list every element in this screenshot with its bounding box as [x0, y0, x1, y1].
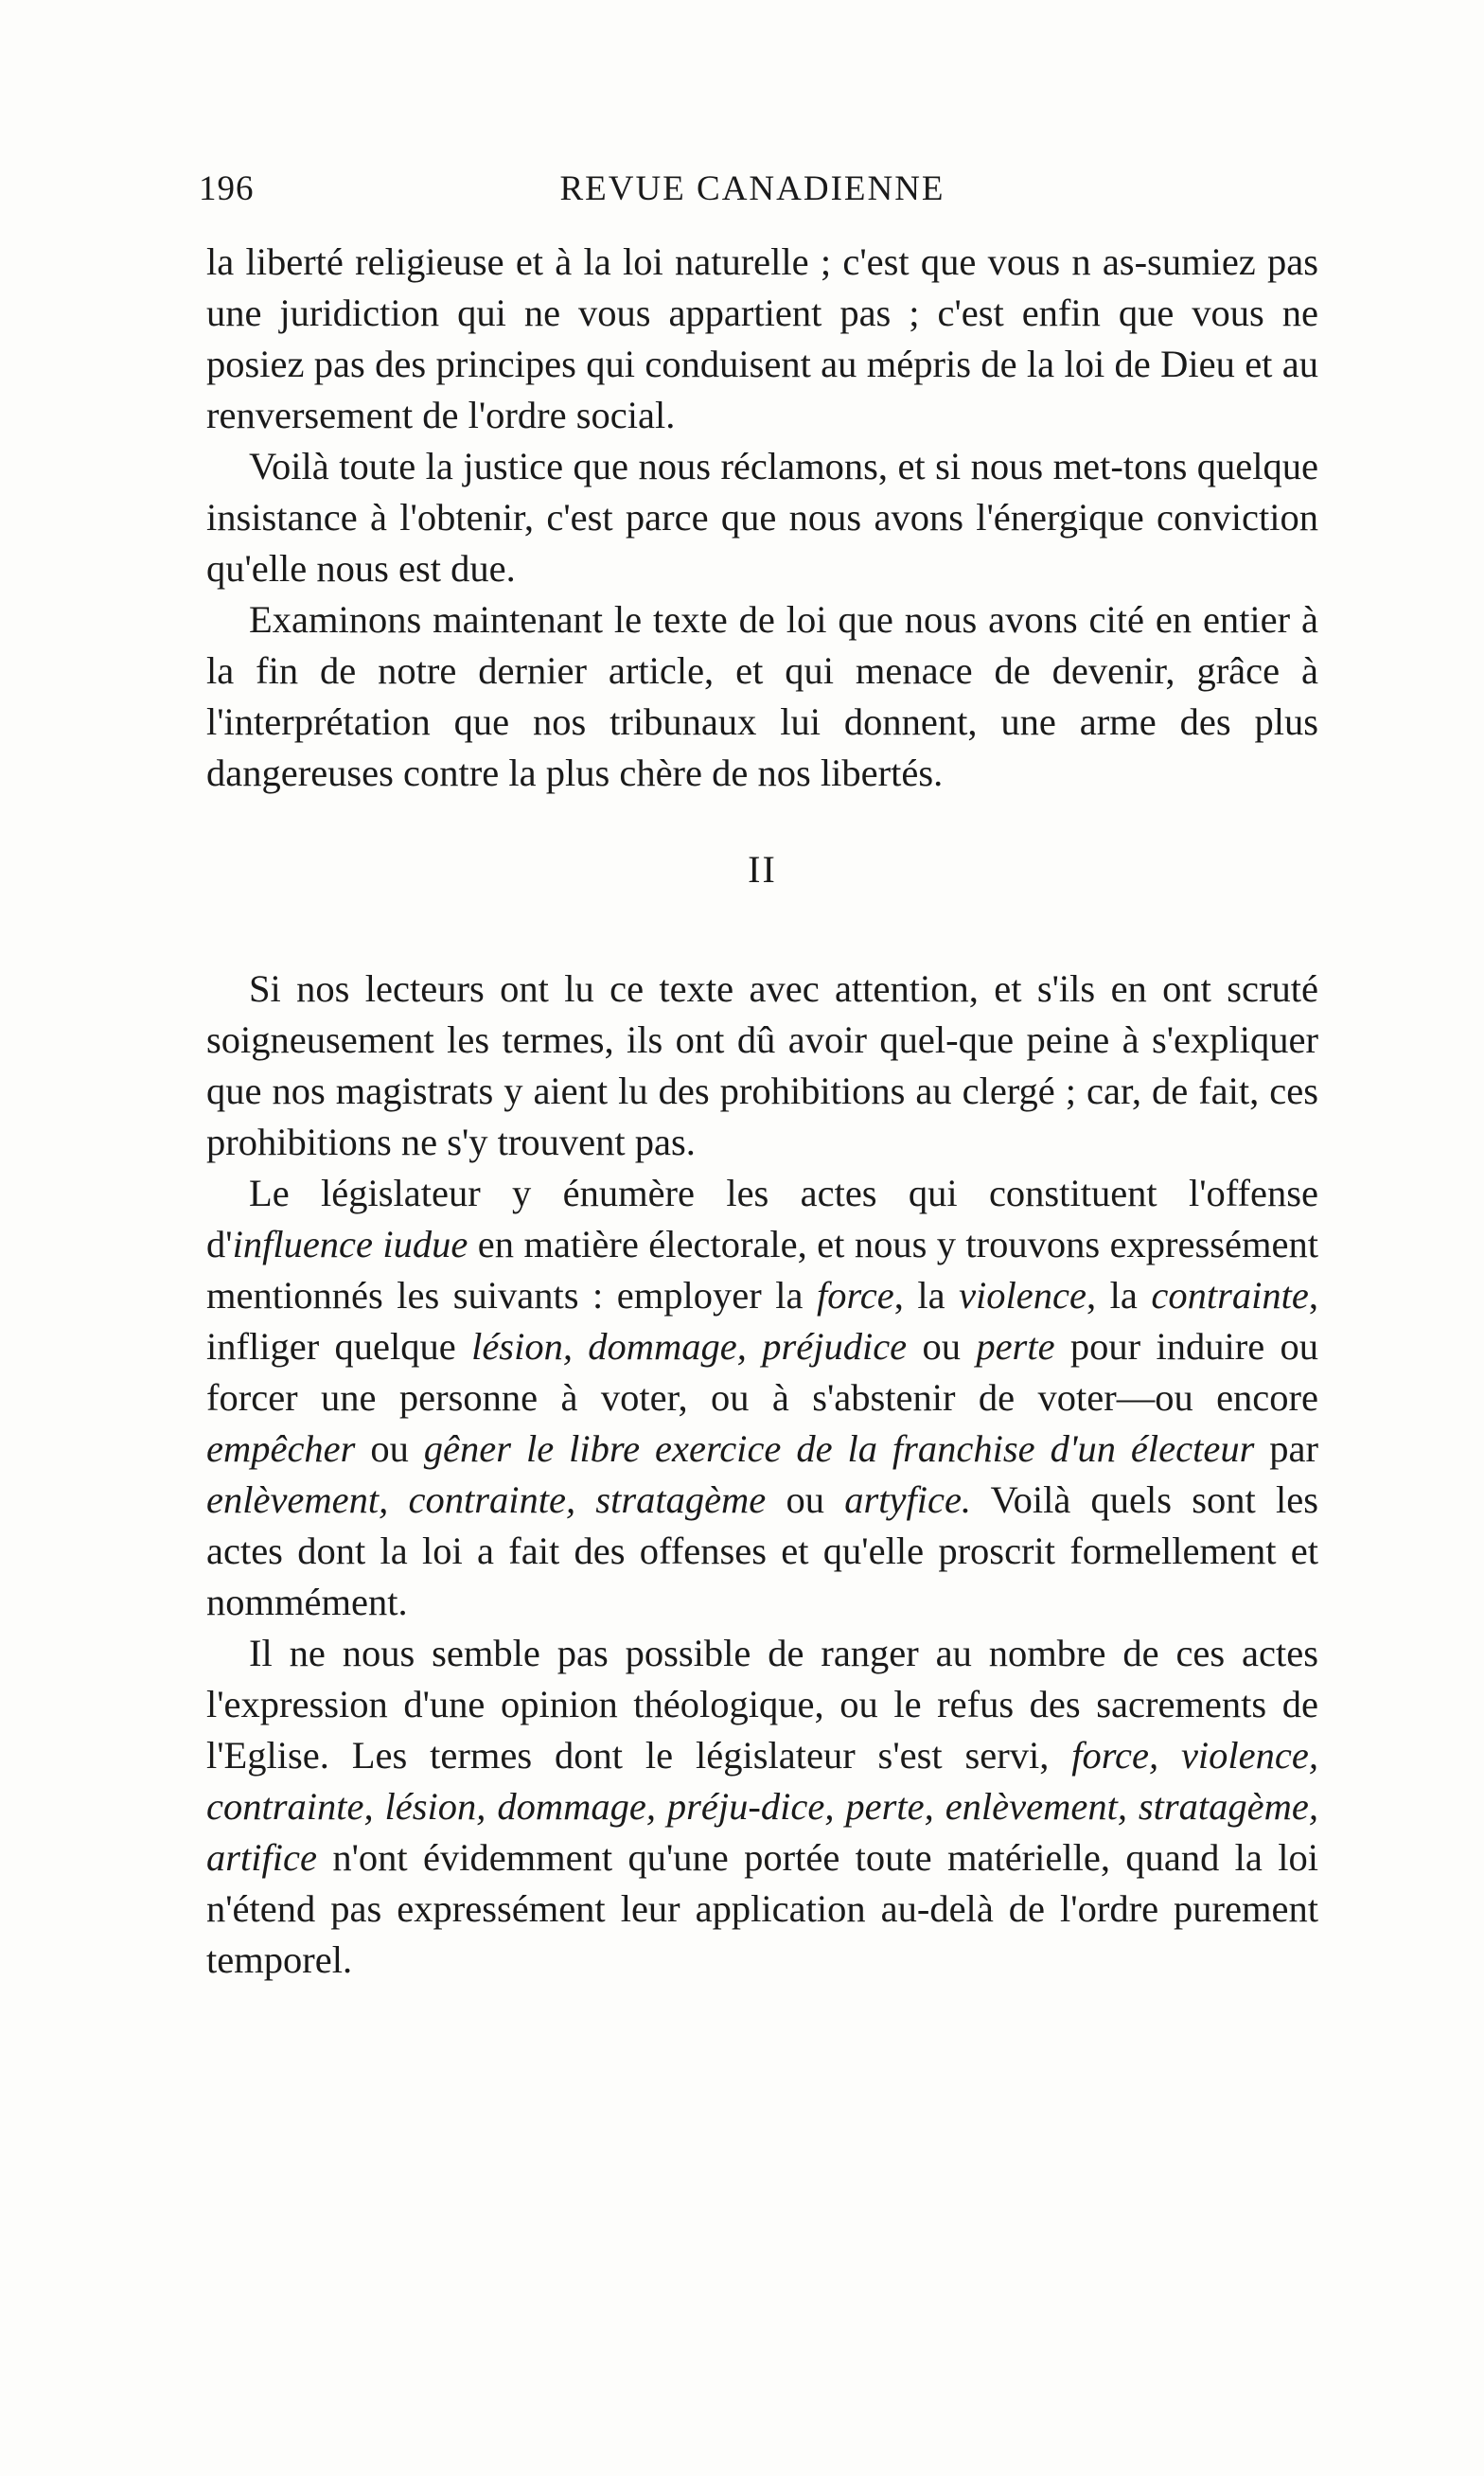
italic-term: lésion, dommage, préjudice — [471, 1325, 908, 1368]
paragraph: Examinons maintenant le texte de loi que nous avons cité en entier à la fin de notre dernier article, et qui menace de devenir, grâce à l'interprétation que nos tribunaux lui donnent, une arme des plus dangereuses contre la plus chère de nos libertés. — [206, 598, 1318, 794]
text-run: ou — [355, 1427, 424, 1470]
text-run: n'ont évidemment qu'une portée toute matérielle, quand la loi n'étend pas expressément leur application au-delà de l'ordre purement temporel. — [206, 1836, 1318, 1981]
text-run: en matière électorale, et nous y trouvons expressément mentionnés les suivants : employer la — [206, 1223, 1318, 1317]
text-run: , infliger quelque — [206, 1274, 1318, 1368]
section-two — [206, 964, 1318, 1986]
text-run: Le législateur y énumère les actes qui constituent l'offense d' — [206, 1172, 1318, 1265]
italic-term: perte — [976, 1325, 1055, 1368]
italic-term: contrainte — [1151, 1274, 1309, 1317]
body-text — [206, 237, 1318, 1986]
paragraph: Si nos lecteurs ont lu ce texte avec attention, et s'ils en ont scruté soigneusement les termes, ils ont dû avoir quel-que peine à s'expliquer que nos magistrats y aient lu des prohibitions au clergé ; car, de fait, ces prohibitions ne s'y trouvent pas. — [206, 967, 1318, 1163]
section-heading: II — [748, 848, 777, 891]
text-run: , la — [893, 1274, 960, 1317]
text-run: Voilà quels sont les actes dont la loi a fait des offenses et qu'elle proscrit formellement et nommément. — [206, 1478, 1318, 1623]
page-number: 196 — [199, 169, 255, 208]
italic-term: force, violence, contrainte, lésion, dommage, préju-dice, perte, enlèvement, stratagème, artifice — [206, 1734, 1318, 1879]
paragraph-continuation: la liberté religieuse et à la loi naturelle ; c'est que vous n as-sumiez pas une juridiction qui ne vous appartient pas ; c'est enfin que vous ne posiez pas des principes qui conduisent au mépris de la loi de Dieu et au renversement de l'ordre social. — [206, 240, 1318, 436]
text-run: Il ne nous semble pas possible de ranger au nombre de ces actes l'expression d'une opinion théologique, ou le refus des sacrements de l'Eglise. Les termes dont le législateur s'est servi, — [206, 1632, 1318, 1777]
italic-term: violence — [959, 1274, 1086, 1317]
italic-term: force — [816, 1274, 894, 1317]
paragraph — [206, 1168, 1318, 1628]
italic-term: empêcher — [206, 1427, 356, 1470]
text-run: ou — [907, 1325, 977, 1368]
paragraph — [206, 1628, 1318, 1986]
page-header — [199, 168, 1306, 216]
text-run: pour induire ou forcer une personne à voter, ou à s'abstenir de voter—ou encore — [206, 1325, 1318, 1419]
text-run: par — [1254, 1427, 1318, 1470]
running-title: REVUE CANADIENNE — [559, 169, 945, 208]
italic-term: enlèvement, contrainte, stratagème — [206, 1478, 767, 1521]
text-run: ou — [766, 1478, 845, 1521]
italic-term: artyfice. — [844, 1478, 972, 1521]
paragraph: Voilà toute la justice que nous réclamons, et si nous met-tons quelque insistance à l'obtenir, c'est parce que nous avons l'énergique conviction qu'elle nous est due. — [206, 445, 1318, 590]
italic-term: gêner le libre exercice de la franchise d'un électeur — [423, 1427, 1255, 1470]
italic-term: influence iudue — [232, 1223, 468, 1265]
text-run: , la — [1086, 1274, 1152, 1317]
